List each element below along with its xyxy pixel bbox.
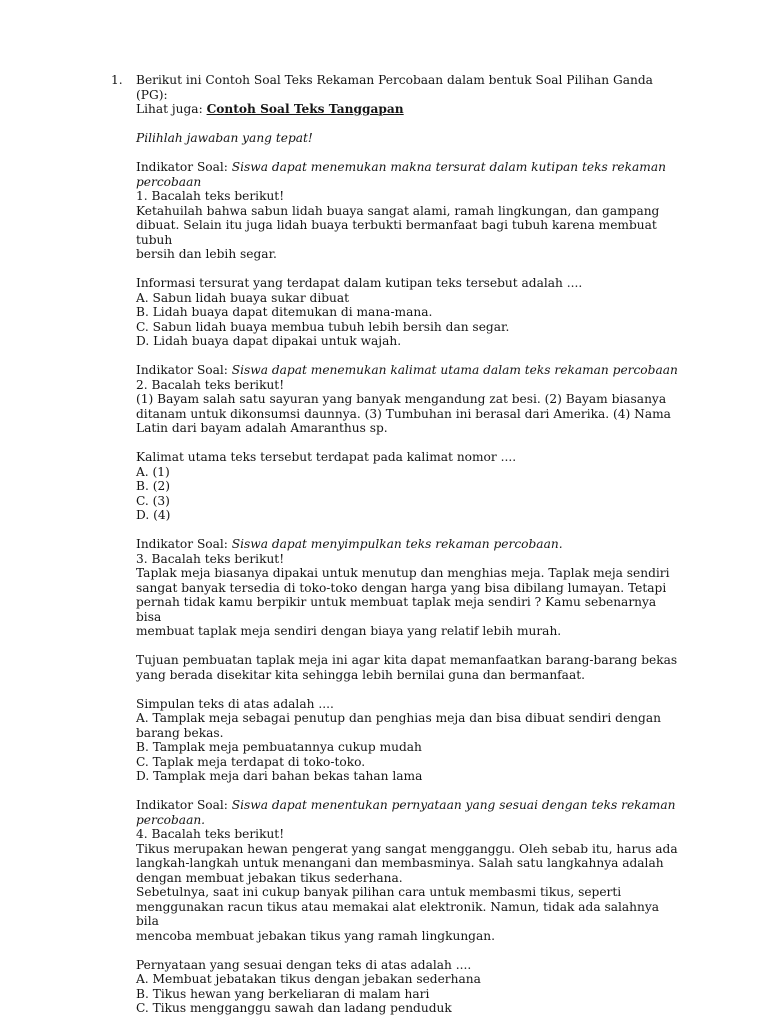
document-content: [136, 73, 684, 1016]
see-also-link[interactable]: Contoh Soal Teks Tanggapan: [206, 102, 404, 116]
indicator-label: Indikator Soal:: [136, 798, 232, 812]
answer-option: B. (2): [136, 479, 170, 493]
passage-line: ditanam untuk dikonsumsi daunnya. (3) Tumbuhan ini berasal dari Amerika. (4) Nama: [136, 406, 671, 421]
answer-option: C. Tikus mengganggu sawah dan ladang penduduk: [136, 1001, 452, 1015]
passage-line: dibuat. Selain itu juga lidah buaya terbukti bermanfaat bagi tubuh karena membuat tubuh: [136, 218, 657, 247]
indicator-label: Indikator Soal:: [136, 537, 232, 551]
question-prompt: Simpulan teks di atas adalah ....: [136, 696, 334, 711]
passage-line: sangat banyak tersedia di toko-toko dengan harga yang bisa dibilang lumayan. Tetapi: [136, 580, 667, 595]
question-heading: 2. Bacalah teks berikut!: [136, 377, 285, 392]
item-number: 1.: [111, 73, 123, 87]
indicator-text: percobaan.: [136, 812, 206, 827]
answer-option: A. (1): [136, 464, 170, 479]
passage-line: Sebetulnya, saat ini cukup banyak pilihan cara untuk membasmi tikus, seperti: [136, 885, 622, 899]
question-prompt: Pernyataan yang sesuai dengan teks di atas adalah ....: [136, 957, 472, 972]
see-also-label: Lihat juga:: [136, 102, 207, 116]
passage-line: menggunakan racun tikus atau memakai alat elektronik. Namun, tidak ada salahnya bila: [136, 899, 660, 928]
indicator: [136, 160, 684, 175]
indicator-label: Indikator Soal:: [136, 160, 232, 174]
see-also: [136, 102, 684, 117]
answer-option: D. (4): [136, 508, 171, 522]
question-heading: 1. Bacalah teks berikut!: [136, 189, 285, 203]
question-heading: 4. Bacalah teks berikut!: [136, 827, 285, 841]
indicator: [136, 537, 684, 552]
answer-option: A. Sabun lidah buaya sukar dibuat: [136, 290, 350, 305]
indicator: [136, 798, 684, 813]
passage-line: Tujuan pembuatan taplak meja ini agar kita dapat memanfaatkan barang-barang bekas: [136, 653, 678, 667]
question-prompt: Kalimat utama teks tersebut terdapat pada kalimat nomor ....: [136, 450, 517, 464]
answer-option: C. (3): [136, 493, 170, 508]
answer-option: A. Membuat jebatakan tikus dengan jebakan sederhana: [136, 972, 481, 986]
passage-line: mencoba membuat jebakan tikus yang ramah lingkungan.: [136, 928, 495, 943]
answer-option: C. Taplak meja terdapat di toko-toko.: [136, 754, 366, 769]
indicator-text: Siswa dapat menemukan makna tersurat dalam kutipan teks rekaman: [231, 160, 666, 174]
passage-line: bersih dan lebih segar.: [136, 247, 277, 261]
answer-option: A. Tamplak meja sebagai penutup dan penghias meja dan bisa dibuat sendiri dengan: [136, 711, 661, 725]
passage-line: Latin dari bayam adalah Amaranthus sp.: [136, 421, 388, 435]
answer-option: C. Sabun lidah buaya membua tubuh lebih bersih dan segar.: [136, 319, 510, 334]
indicator: [136, 363, 684, 378]
answer-option: D. Lidah buaya dapat dipakai untuk wajah.: [136, 334, 402, 348]
passage-line: (1) Bayam salah satu sayuran yang banyak mengandung zat besi. (2) Bayam biasanya: [136, 392, 667, 406]
indicator-label: Indikator Soal:: [136, 363, 232, 377]
indicator-text: Siswa dapat menyimpulkan teks rekaman percobaan.: [231, 537, 563, 551]
answer-option: B. Tikus hewan yang berkeliaran di malam hari: [136, 986, 430, 1001]
passage-line: membuat taplak meja sendiri dengan biaya yang relatif lebih murah.: [136, 624, 562, 638]
passage-line: dengan membuat jebakan tikus sederhana.: [136, 870, 403, 885]
passage-line: Taplak meja biasanya dipakai untuk menutup dan menghias meja. Taplak meja sendiri: [136, 566, 670, 580]
answer-option: B. Lidah buaya dapat ditemukan di mana-mana.: [136, 305, 433, 319]
indicator-text: Siswa dapat menentukan pernyataan yang sesuai dengan teks rekaman: [231, 798, 676, 812]
passage-line: pernah tidak kamu berpikir untuk membuat taplak meja sendiri ? Kamu sebenarnya bisa: [136, 595, 657, 624]
intro-line: (PG):: [136, 87, 168, 102]
answer-option: D. Tamplak meja dari bahan bekas tahan lama: [136, 769, 423, 783]
passage-line: Ketahuilah bahwa sabun lidah buaya sangat alami, ramah lingkungan, dan gampang: [136, 203, 660, 218]
passage-line: langkah-langkah untuk menangani dan membasminya. Salah satu langkahnya adalah: [136, 856, 664, 870]
passage-line: yang berada disekitar kita sehingga lebih bernilai guna dan bermanfaat.: [136, 667, 585, 682]
intro-line: Berikut ini Contoh Soal Teks Rekaman Percobaan dalam bentuk Soal Pilihan Ganda: [136, 73, 653, 87]
answer-option: B. Tamplak meja pembuatannya cukup mudah: [136, 740, 422, 754]
indicator-text: Siswa dapat menemukan kalimat utama dalam teks rekaman percobaan: [231, 363, 678, 377]
instruction: Pilihlah jawaban yang tepat!: [136, 131, 313, 145]
question-prompt: Informasi tersurat yang terdapat dalam kutipan teks tersebut adalah ....: [136, 276, 583, 290]
passage-line: Tikus merupakan hewan pengerat yang sangat mengganggu. Oleh sebab itu, harus ada: [136, 841, 678, 856]
answer-option: barang bekas.: [136, 725, 224, 740]
question-heading: 3. Bacalah teks berikut!: [136, 551, 285, 566]
indicator-text: percobaan: [136, 174, 202, 189]
